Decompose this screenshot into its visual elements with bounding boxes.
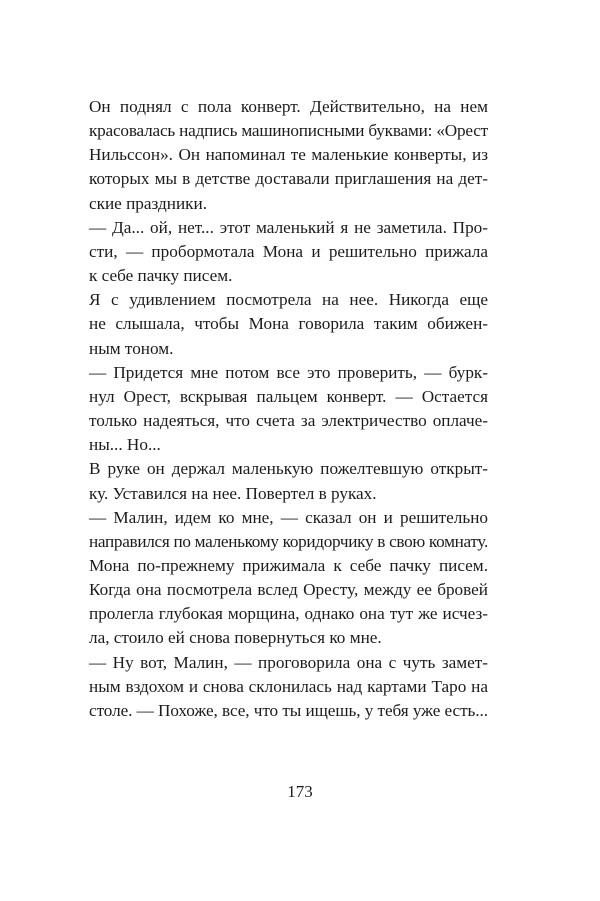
page-number: 173 <box>287 782 313 801</box>
text-line: ным тоном. <box>89 338 174 358</box>
text-line: — Да... ой, нет... этот маленький я не заметила. Про- <box>89 217 488 237</box>
text-line: нул Орест, вскрывая пальцем конверт. — Остается <box>89 386 488 406</box>
paragraph <box>89 554 488 651</box>
paragraph <box>89 457 488 505</box>
text-line: к себе пачку писем. <box>89 266 233 286</box>
text-line: ку. Уставился на нее. Повертел в руках. <box>89 483 377 503</box>
text-line: — Ну вот, Малин, — проговорила она с чуть замет- <box>89 652 488 672</box>
book-page-text <box>89 95 488 723</box>
text-line: Он поднял с пола конверт. Действительно, на нем <box>89 97 488 116</box>
text-line: — Придется мне потом все это проверить, — бурк- <box>89 362 488 382</box>
text-line: В руке он держал маленькую пожелтевшую открыт- <box>89 459 488 479</box>
paragraph <box>89 288 488 360</box>
text-line: Нильссон». Он напоминал те маленькие конверты, из <box>89 145 488 165</box>
paragraph <box>89 216 488 288</box>
text-line: ны... Но... <box>89 435 161 455</box>
text-line: ла, стоило ей снова повернуться ко мне. <box>89 628 382 648</box>
text-line: направился по маленькому коридорчику в свою комнату. <box>89 531 488 551</box>
text-line: ские праздники. <box>89 193 207 213</box>
paragraph <box>89 95 488 216</box>
text-line: Мона по-прежнему прижимала к себе пачку писем. <box>89 555 488 575</box>
text-line: — Малин, идем ко мне, — сказал он и решительно <box>89 507 488 527</box>
text-line: не слышала, чтобы Мона говорила таким обижен- <box>89 314 488 334</box>
text-line: Я с удивлением посмотрела на нее. Никогда еще <box>89 290 488 310</box>
text-line: столе. — Похоже, все, что ты ищешь, у тебя уже есть... <box>89 700 488 720</box>
paragraph <box>89 361 488 458</box>
text-line: которых мы в детстве доставали приглашения на дет- <box>89 169 488 189</box>
paragraph <box>89 651 488 723</box>
text-line: пролегла глубокая морщина, однако она тут же исчез- <box>89 604 488 624</box>
paragraph <box>89 506 488 554</box>
text-line: только надеяться, что счета за электричество оплаче- <box>89 411 488 431</box>
text-line: ным вздохом и снова склонилась над картами Таро на <box>89 676 488 696</box>
text-line: красовалась надпись машинописными буквами: «Орест <box>89 121 488 141</box>
text-line: сти, — пробормотала Мона и решительно прижала <box>89 241 488 261</box>
text-line: Когда она посмотрела вслед Оресту, между ее бровей <box>89 580 488 600</box>
